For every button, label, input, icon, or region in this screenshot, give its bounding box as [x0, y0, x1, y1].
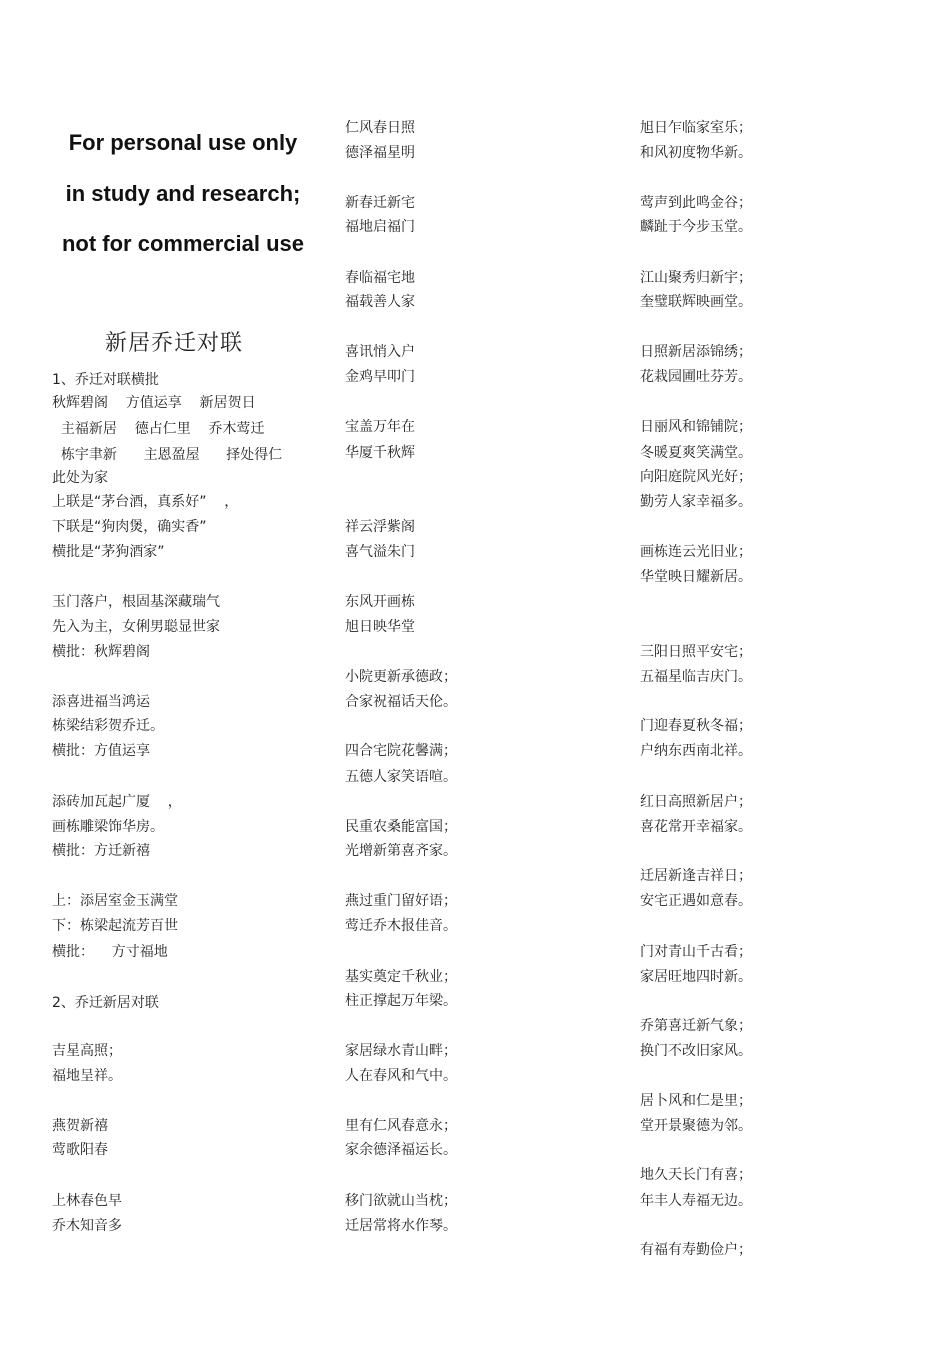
text-line: 秋辉碧阁 方值运享 新居贺日	[52, 395, 256, 411]
text-line: 日丽风和锦铺院；	[640, 419, 752, 435]
text-line: 居卜风和仁是里；	[640, 1093, 752, 1109]
text-line: 五德人家笑语喧。	[345, 769, 457, 785]
text-line: 勤劳人家幸福多。	[640, 494, 752, 510]
text-line: 主福新居 德占仁里 乔木莺迁	[52, 421, 265, 437]
text-line: 福地呈祥。	[52, 1068, 122, 1084]
text-line: 有福有寿勤俭户；	[640, 1242, 752, 1258]
text-line: 福载善人家	[345, 294, 415, 310]
text-line: 画栋连云光旧业；	[640, 544, 752, 560]
text-line: 奎璧联辉映画堂。	[640, 294, 752, 310]
text-line: 喜花常开幸福家。	[640, 819, 752, 835]
text-line: 花栽园圃吐芬芳。	[640, 369, 752, 385]
text-line: 华堂映日耀新居。	[640, 569, 752, 585]
text-line: 四合宅院花馨满；	[345, 743, 457, 759]
text-line: 添喜进福当鸿运	[52, 694, 150, 710]
text-line: 户纳东西南北祥。	[640, 743, 752, 759]
text-line: 冬暖夏爽笑满堂。	[640, 445, 752, 461]
text-line: 家居旺地四时新。	[640, 969, 752, 985]
text-line: 换门不改旧家风。	[640, 1043, 752, 1059]
text-line: 安宅正遇如意春。	[640, 893, 752, 909]
text-line: 仁风春日照	[345, 120, 415, 136]
text-line: 祥云浮紫阁	[345, 519, 415, 535]
text-line: 堂开景聚德为邻。	[640, 1118, 752, 1134]
text-line: 合家祝福话天伦。	[345, 694, 457, 710]
text-line: 上联是“茅台酒，真系好” ，	[52, 494, 239, 510]
text-line: 莺歌阳春	[52, 1142, 108, 1158]
text-line: 江山聚秀归新宇；	[640, 270, 752, 286]
text-line: 旭日乍临家室乐；	[640, 120, 752, 136]
text-line: 迁居常将水作琴。	[345, 1218, 457, 1234]
text-line: 民重农桑能富国；	[345, 819, 457, 835]
text-line: 移门欲就山当枕；	[345, 1193, 457, 1209]
text-line: 光增新第喜齐家。	[345, 843, 457, 859]
text-line: 春临福宅地	[345, 270, 415, 286]
text-line: 人在春风和气中。	[345, 1068, 457, 1084]
text-line: 添砖加瓦起广厦 ，	[52, 794, 182, 810]
text-line: 新春迁新宅	[345, 195, 415, 211]
text-line: 日照新居添锦绣；	[640, 344, 752, 360]
text-line: 燕过重门留好语；	[345, 893, 457, 909]
text-line: 上林春色早	[52, 1193, 122, 1209]
text-line: 旭日映华堂	[345, 619, 415, 635]
text-line: 下：栋梁起流芳百世	[52, 918, 178, 934]
text-line: 横批：方迁新禧	[52, 843, 150, 859]
text-line: 上：添居室金玉满堂	[52, 893, 178, 909]
text-line: 地久天长门有喜；	[640, 1167, 752, 1183]
text-line: 玉门落户，根固基深藏瑞气	[52, 594, 220, 610]
text-line: 福地启福门	[345, 219, 415, 235]
text-line: 德泽福星明	[345, 145, 415, 161]
text-line: 横批： 方寸福地	[52, 944, 168, 960]
text-line: 麟趾于今步玉堂。	[640, 219, 752, 235]
text-line: 家居绿水青山畔；	[345, 1043, 457, 1059]
document-title: 新居乔迁对联	[105, 331, 244, 356]
text-line: 华厦千秋辉	[345, 445, 415, 461]
text-line: 横批：方值运享	[52, 743, 150, 759]
text-line: 吉星高照；	[52, 1043, 122, 1059]
text-line: 横批是“茅狗酒家”	[52, 544, 165, 560]
text-line: 柱正撑起万年梁。	[345, 993, 457, 1009]
disclaimer-line-2: in study and research;	[65, 181, 301, 206]
text-line: 栋梁结彩贺乔迁。	[52, 718, 164, 734]
text-line: 东风开画栋	[345, 594, 415, 610]
text-line: 先入为主，女俐男聪显世家	[52, 619, 220, 635]
text-line: 横批：秋辉碧阁	[52, 644, 150, 660]
text-line: 莺声到此鸣金谷；	[640, 195, 752, 211]
text-line: 莺迁乔木报佳音。	[345, 918, 457, 934]
text-line: 宝盖万年在	[345, 419, 415, 435]
text-line: 迁居新逢吉祥日；	[640, 868, 752, 884]
text-line: 三阳日照平安宅；	[640, 644, 752, 660]
text-line: 和风初度物华新。	[640, 145, 752, 161]
text-line: 红日高照新居户；	[640, 794, 752, 810]
text-line: 年丰人寿福无边。	[640, 1193, 752, 1209]
disclaimer-line-1: For personal use only	[68, 130, 298, 155]
text-line: 五福星临吉庆门。	[640, 669, 752, 685]
text-line: 乔第喜迁新气象；	[640, 1018, 752, 1034]
text-line: 向阳庭院风光好；	[640, 469, 752, 485]
text-line: 此处为家	[52, 470, 108, 486]
text-line: 家余德泽福运长。	[345, 1142, 457, 1158]
text-line: 喜气溢朱门	[345, 544, 415, 560]
text-line: 喜讯悄入户	[345, 344, 415, 360]
text-line: 门对青山千古看；	[640, 944, 752, 960]
text-line: 基实奠定千秋业；	[345, 969, 457, 985]
text-line: 2、乔迁新居对联	[52, 995, 159, 1011]
text-line: 金鸡早叩门	[345, 369, 415, 385]
text-line: 里有仁风春意永；	[345, 1118, 457, 1134]
text-line: 乔木知音多	[52, 1218, 122, 1234]
text-line: 门迎春夏秋冬福；	[640, 718, 752, 734]
text-line: 1、乔迁对联横批	[52, 372, 159, 388]
disclaimer-line-3: not for commercial use	[61, 231, 305, 256]
text-line: 下联是“狗肉煲，确实香”	[52, 519, 207, 535]
text-line: 栋宇聿新 主恩盈屋 择处得仁	[52, 447, 283, 463]
text-line: 画栋雕梁饰华房。	[52, 819, 164, 835]
text-line: 小院更新承德政；	[345, 669, 457, 685]
text-line: 燕贺新禧	[52, 1118, 108, 1134]
